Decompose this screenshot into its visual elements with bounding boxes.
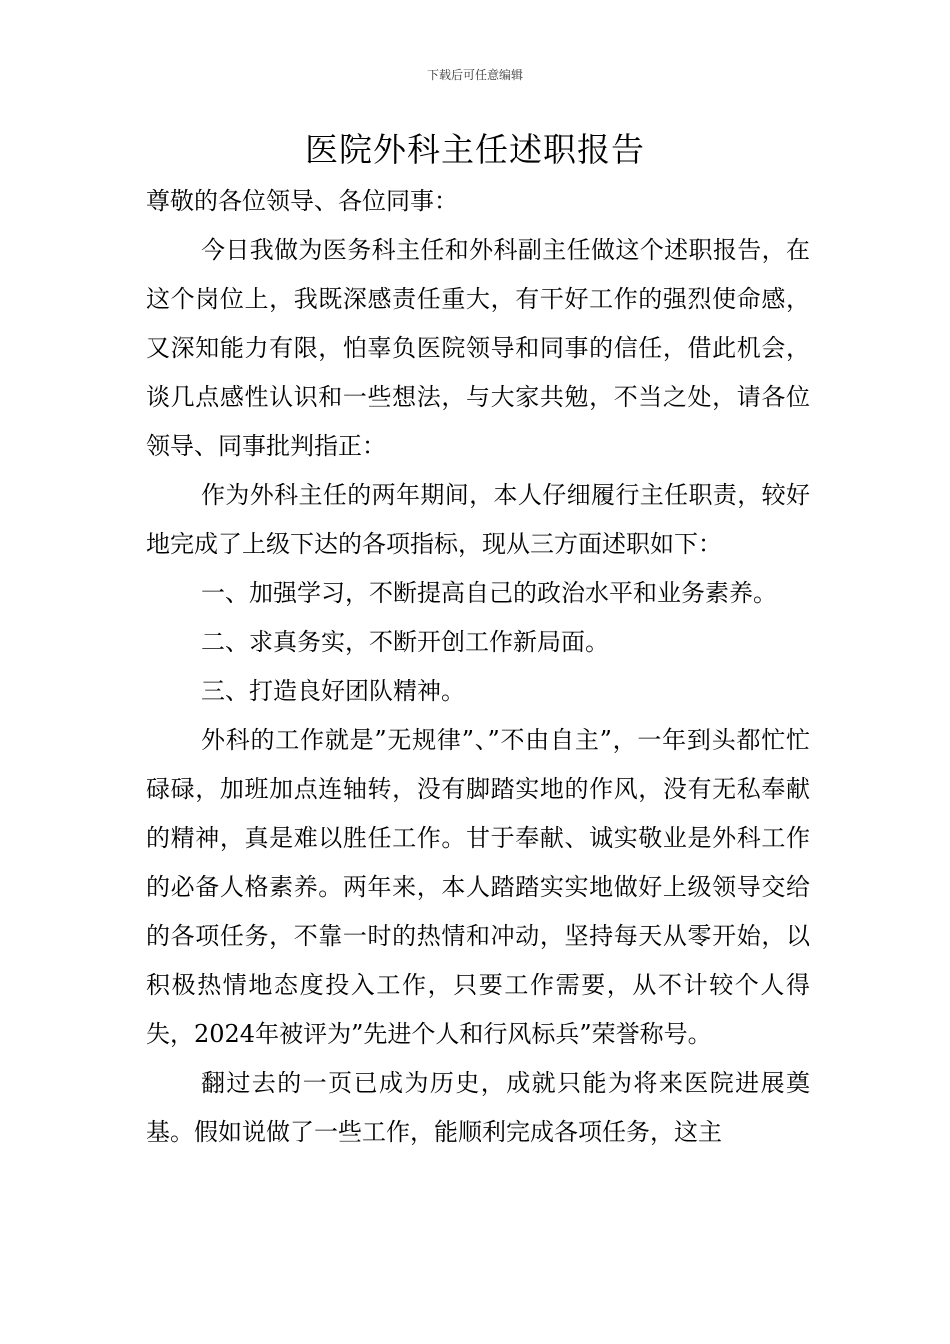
paragraph-history: 翻过去的一页已成为历史，成就只能为将来医院进展奠基。假如说做了一些工作，能顺利完成各项任务，这主 <box>146 1069 810 1146</box>
paragraph-point-3: 三、打造良好团队精神。 <box>201 677 465 705</box>
document-body <box>146 177 810 1157</box>
paragraph-point-2: 二、求真务实，不断开创工作新局面。 <box>201 628 609 656</box>
document-title: 医院外科主任述职报告 <box>305 130 645 169</box>
paragraph-intro: 今日我做为医务科主任和外科副主任做这个述职报告，在这个岗位上，我既深感责任重大，有干好工作的强烈使命感，又深知能力有限，怕辜负医院领导和同事的信任，借此机会，谈几点感性认识和一些想法，与大家共勉，不当之处，请各位领导、同事批判指正： <box>146 236 810 460</box>
paragraph-point-1: 一、加强学习，不断提高自己的政治水平和业务素养。 <box>201 579 777 607</box>
paragraph-summary: 作为外科主任的两年期间，本人仔细履行主任职责，较好地完成了上级下达的各项指标，现从三方面述职如下： <box>146 481 810 558</box>
salutation: 尊敬的各位领导、各位同事： <box>146 187 458 215</box>
paragraph-surgery-work: 外科的工作就是”无规律”、”不由自主”，一年到头都忙忙碌碌，加班加点连轴转，没有脚踏实地的作风，没有无私奉献的精神，真是难以胜任工作。甘于奉献、诚实敬业是外科工作的必备人格素养。两年来，本人踏踏实实地做好上级领导交给的各项任务，不靠一时的热情和冲动，坚持每天从零开始，以积极热情地态度投入工作，只要工作需要，从不计较个人得失，2024年被评为”先进个人和行风标兵”荣誉称号。 <box>146 726 810 1048</box>
header-note: 下载后可任意编辑 <box>426 68 523 82</box>
